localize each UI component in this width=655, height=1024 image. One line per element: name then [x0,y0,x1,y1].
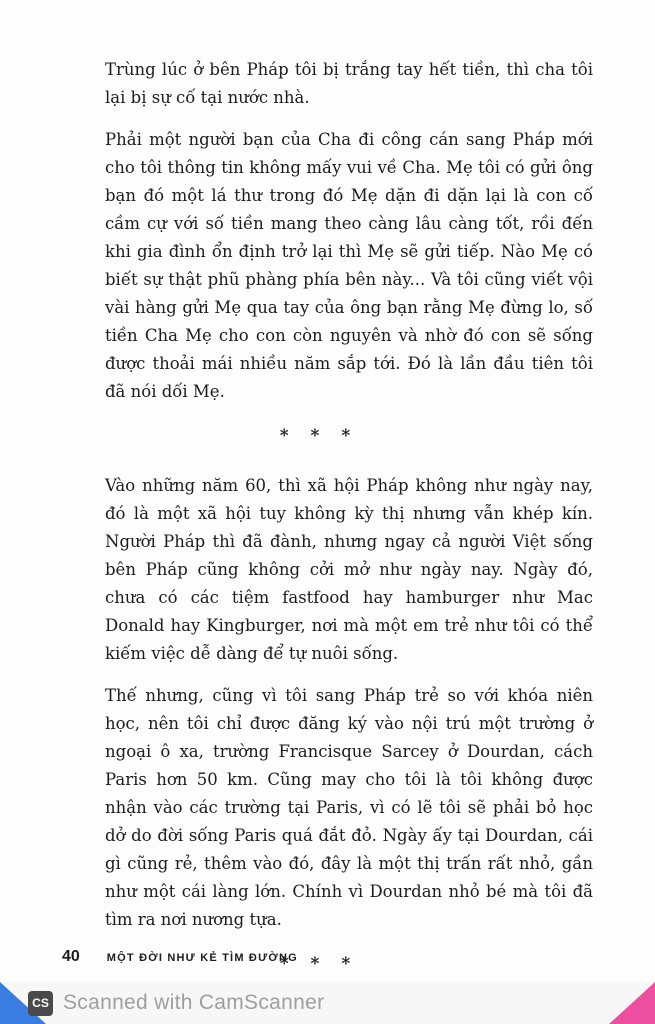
paragraph: Phải một người bạn của Cha đi công cán sang Pháp mới cho tôi thông tin không mấy vui về Cha. Mẹ tôi có gửi ông bạn đó một lá thư trong đó Mẹ dặn đi dặn lại là con cố cầm cự với số tiền mang theo càng lâu càng tốt, rồi đến khi gia đình ổn định trở lại thì Mẹ sẽ gửi tiếp. Nào Mẹ có biết sự thật phũ phàng phía bên này... Và tôi cũng viết vội vài hàng gửi Mẹ qua tay của ông bạn rằng Mẹ đừng lo, số tiền Cha Mẹ cho con còn nguyên và nhờ đó con sẽ sống được thoải mái nhiều năm sắp tới. Đó là lần đầu tiên tôi đã nói dối Mẹ. [105,130,593,401]
section-separator: * * * [279,954,359,974]
camscanner-logo-icon: CS [28,991,53,1016]
page-text-block [105,56,593,1000]
pink-corner-triangle-icon [609,982,655,1024]
watermark-text: Scanned with CamScanner [63,991,325,1014]
paragraph: Vào những năm 60, thì xã hội Pháp không như ngày nay, đó là một xã hội tuy không kỳ thị nhưng vẫn khép kín. Người Pháp thì đã đành, nhưng ngay cả người Việt sống bên Pháp cũng không cởi mở như ngày nay. Ngày đó, chưa có các tiệm fastfood hay hamburger như Mac Donald hay Kingburger, nơi mà một em trẻ như tôi có thể kiếm việc dễ dàng để tự nuôi sống. [105,476,593,663]
page-footer [62,948,298,966]
running-title: MỘT ĐỜI NHƯ KẺ TÌM ĐƯỜNG [106,952,298,964]
watermark-row [28,982,324,1024]
camscanner-watermark-bar [0,982,655,1024]
page-number: 40 [62,948,80,965]
paragraph: Thế nhưng, cũng vì tôi sang Pháp trẻ so với khóa niên học, nên tôi chỉ được đăng ký vào nội trú một trường ở ngoại ô xa, trường Francisque Sarcey ở Dourdan, cách Paris hơn 50 km. Cũng may cho tôi là tôi không được nhận vào các trường tại Paris, vì có lẽ tôi sẽ phải bỏ học dở do đời sống Paris quá đắt đỏ. Ngày ấy tại Dourdan, cái gì cũng rẻ, thêm vào đó, đây là một thị trấn rất nhỏ, gần như một cái làng lớn. Chính vì Dourdan nhỏ bé mà tôi đã tìm ra nơi nương tựa. [105,686,593,929]
section-separator: * * * [279,426,359,446]
paragraph: Trùng lúc ở bên Pháp tôi bị trắng tay hết tiền, thì cha tôi lại bị sự cố tại nước nhà. [105,60,593,107]
